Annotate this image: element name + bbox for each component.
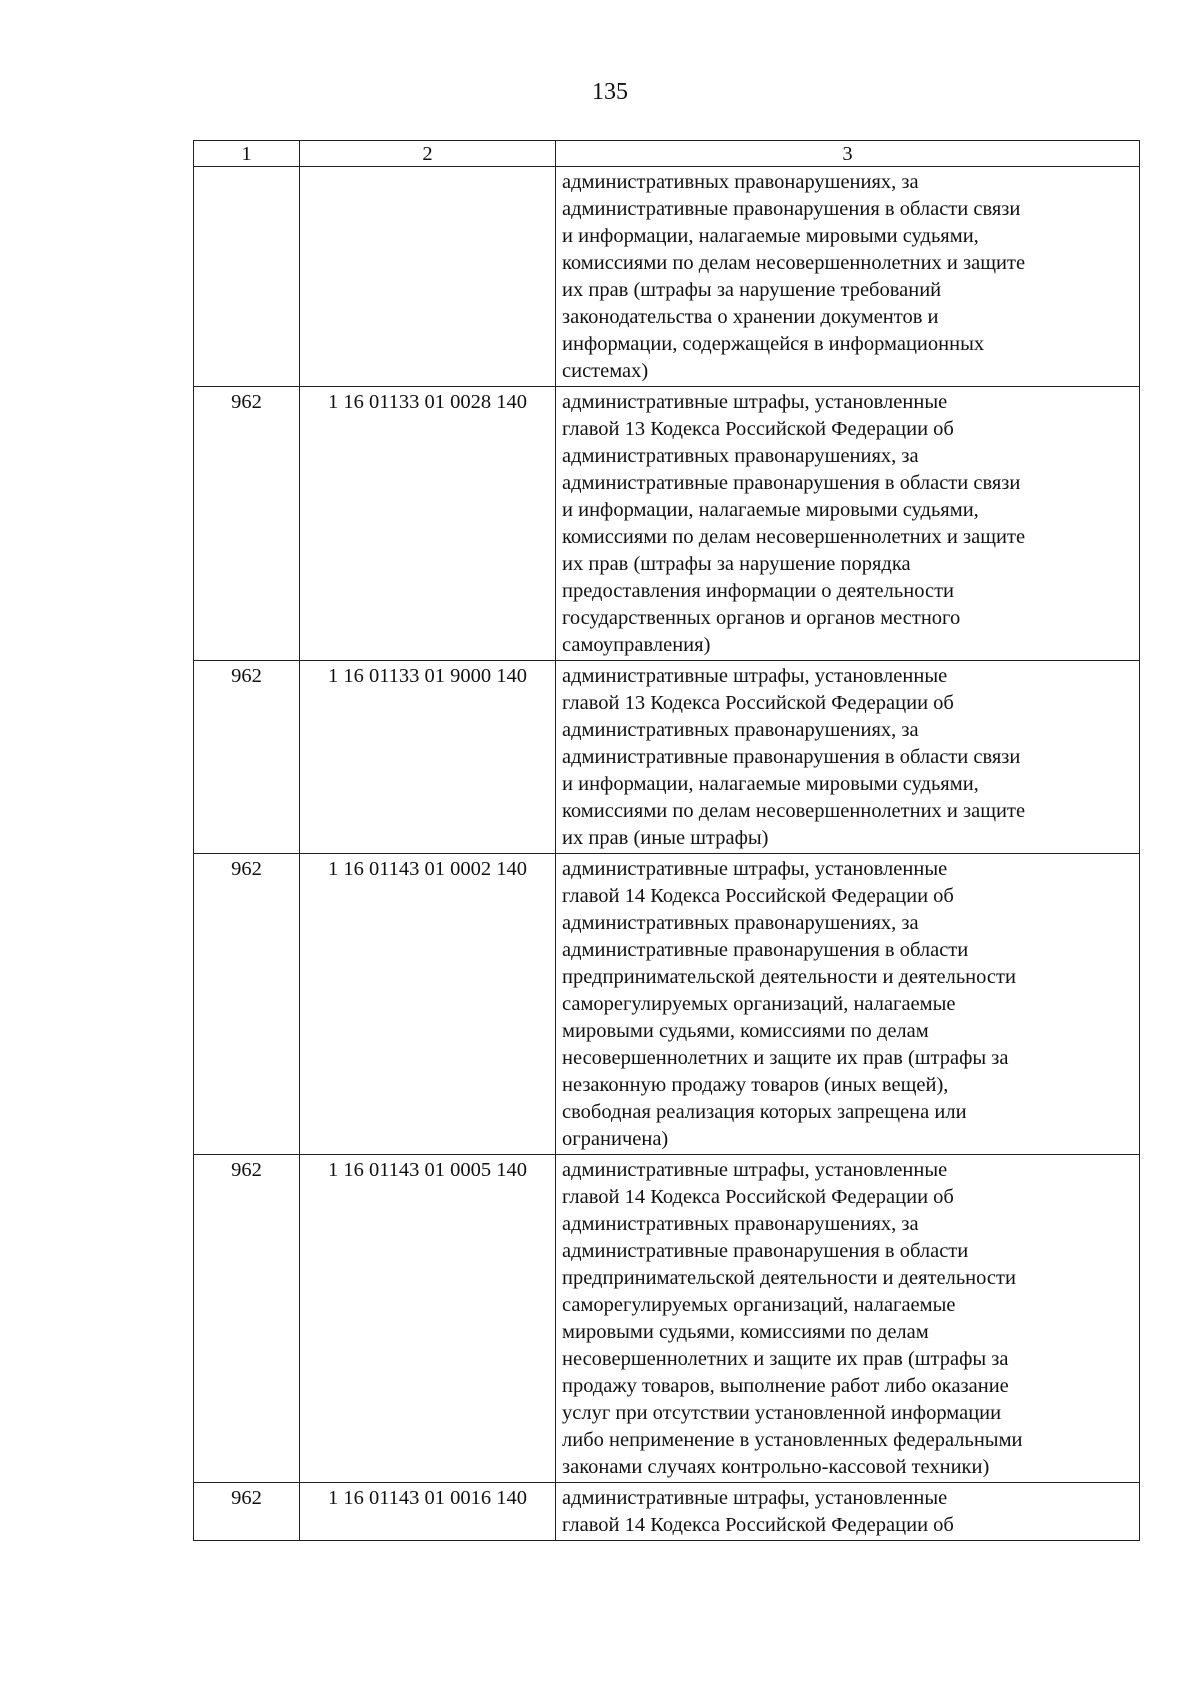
description-line: информации, содержащейся в информационных [562, 333, 985, 355]
administrator-code-cell: 962 [194, 387, 300, 661]
description-line: административные правонарушения в области связи [562, 472, 1021, 494]
description-line: предпринимательской деятельности и деятельности [562, 966, 1016, 988]
description-line: комиссиями по делам несовершеннолетних и защите [562, 252, 1026, 274]
table-row [194, 1483, 1140, 1541]
income-description-cell [556, 1155, 1140, 1483]
description-line: административных правонарушениях, за [562, 1213, 919, 1235]
administrator-code-cell: 962 [194, 854, 300, 1155]
description-line: мировыми судьями, комиссиями по делам [562, 1321, 929, 1343]
description-line: главой 13 Кодекса Российской Федерации об [562, 692, 954, 714]
description-line: административные правонарушения в области связи [562, 198, 1021, 220]
administrator-code-cell: 962 [194, 1483, 300, 1541]
page-number: 135 [592, 79, 628, 105]
description-line: административные штрафы, установленные [562, 1159, 948, 1181]
description-line: саморегулируемых организаций, налагаемые [562, 1294, 956, 1316]
description-line: административных правонарушениях, за [562, 912, 919, 934]
administrator-code-cell: 962 [194, 1155, 300, 1483]
table-row [194, 387, 1140, 661]
description-line: мировыми судьями, комиссиями по делам [562, 1020, 929, 1042]
table-header-row [194, 141, 1140, 167]
description-line: государственных органов и органов местного [562, 607, 961, 629]
description-line: и информации, налагаемые мировыми судьями, [562, 499, 979, 521]
description-line: административных правонарушениях, за [562, 171, 919, 193]
description-line: системах) [562, 360, 649, 382]
description-line: комиссиями по делам несовершеннолетних и защите [562, 526, 1026, 548]
description-line: главой 13 Кодекса Российской Федерации об [562, 418, 954, 440]
description-line: административные правонарушения в области [562, 1240, 969, 1262]
budget-classification-code-cell: 1 16 01133 01 0028 140 [300, 387, 556, 661]
description-line: административных правонарушениях, за [562, 445, 919, 467]
description-line: административные штрафы, установленные [562, 665, 948, 687]
description-line: их прав (штрафы за нарушение требований [562, 279, 942, 301]
description-line: незаконную продажу товаров (иных вещей), [562, 1074, 949, 1096]
description-line: их прав (иные штрафы) [562, 827, 769, 849]
description-line: несовершеннолетних и защите их прав (штрафы за [562, 1047, 1009, 1069]
column-header-1: 1 [194, 141, 300, 167]
description-line: административные штрафы, установленные [562, 858, 948, 880]
budget-classification-code-cell: 1 16 01133 01 9000 140 [300, 661, 556, 854]
description-line: услуг при отсутствии установленной информации [562, 1402, 1002, 1424]
budget-classification-code-cell: 1 16 01143 01 0005 140 [300, 1155, 556, 1483]
income-description-cell [556, 1483, 1140, 1541]
table-row [194, 1155, 1140, 1483]
description-line: и информации, налагаемые мировыми судьями, [562, 225, 979, 247]
column-header-2: 2 [300, 141, 556, 167]
table-row [194, 661, 1140, 854]
table-body [194, 167, 1140, 1541]
budget-classification-code-cell: 1 16 01143 01 0016 140 [300, 1483, 556, 1541]
description-line: главой 14 Кодекса Российской Федерации об [562, 885, 954, 907]
description-line: либо неприменение в установленных федеральными [562, 1429, 1023, 1451]
description-line: административные штрафы, установленные [562, 391, 948, 413]
description-line: саморегулируемых организаций, налагаемые [562, 993, 956, 1015]
description-line: свободная реализация которых запрещена или [562, 1101, 967, 1123]
description-line: и информации, налагаемые мировыми судьями, [562, 773, 979, 795]
description-line: законами случаях контрольно-кассовой техники) [562, 1456, 990, 1478]
budget-classification-code-cell [300, 167, 556, 387]
budget-classification-code-cell: 1 16 01143 01 0002 140 [300, 854, 556, 1155]
description-line: продажу товаров, выполнение работ либо оказание [562, 1375, 1009, 1397]
table-row [194, 167, 1140, 387]
description-line: предпринимательской деятельности и деятельности [562, 1267, 1016, 1289]
income-description-cell [556, 387, 1140, 661]
income-description-cell [556, 167, 1140, 387]
description-line: главой 14 Кодекса Российской Федерации об [562, 1186, 954, 1208]
description-line: административные штрафы, установленные [562, 1487, 948, 1509]
description-line: ограничена) [562, 1128, 669, 1150]
description-line: их прав (штрафы за нарушение порядка [562, 553, 911, 575]
income-description-cell [556, 854, 1140, 1155]
description-line: законодательства о хранении документов и [562, 306, 939, 328]
description-line: самоуправления) [562, 634, 711, 656]
description-line: несовершеннолетних и защите их прав (штрафы за [562, 1348, 1009, 1370]
income-description-cell [556, 661, 1140, 854]
administrator-code-cell: 962 [194, 661, 300, 854]
description-line: административные правонарушения в области связи [562, 746, 1021, 768]
budget-codes-table [193, 140, 1140, 1541]
description-line: комиссиями по делам несовершеннолетних и защите [562, 800, 1026, 822]
administrator-code-cell [194, 167, 300, 387]
description-line: административных правонарушениях, за [562, 719, 919, 741]
table-row [194, 854, 1140, 1155]
description-line: административные правонарушения в области [562, 939, 969, 961]
description-line: предоставления информации о деятельности [562, 580, 954, 602]
column-header-3: 3 [556, 141, 1140, 167]
description-line: главой 14 Кодекса Российской Федерации об [562, 1514, 954, 1536]
